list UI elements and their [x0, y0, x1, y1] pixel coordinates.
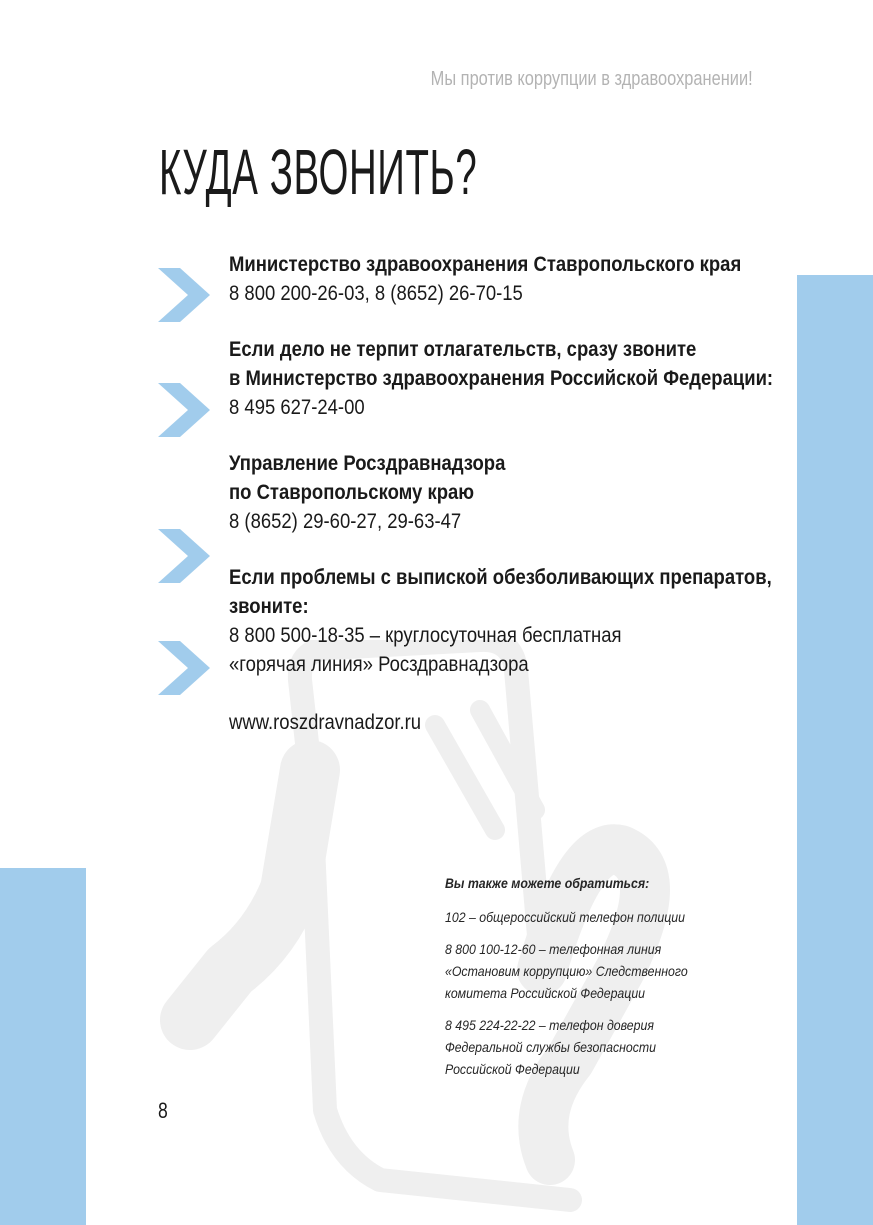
contact-phone: 8 (8652) 29-60-27, 29-63-47 [229, 510, 462, 533]
website-link[interactable]: www.roszdravnadzor.ru [229, 711, 422, 734]
chevron-right-icon [158, 529, 210, 583]
header-tagline: Мы против коррупции в здравоохранении! [431, 68, 753, 90]
contact-heading: Если проблемы с выпиской обезболивающих препаратов, [229, 566, 772, 589]
left-accent-bar [0, 868, 86, 1225]
contact-description: «горячая линия» Росздравнадзора [229, 653, 529, 676]
page-title: КУДА ЗВОНИТЬ? [159, 136, 478, 208]
contact-ministry-russia [229, 335, 847, 422]
chevron-right-icon [158, 383, 210, 437]
contact-heading: в Министерство здравоохранения Российской Федерации: [229, 367, 774, 390]
additional-contact-line: «Остановим коррупцию» Следственного [445, 963, 688, 979]
contact-heading: Если дело не терпит отлагательств, сразу звоните [229, 338, 697, 361]
additional-contact-line: 102 – общероссийский телефон полиции [445, 909, 685, 925]
contact-heading: звоните: [229, 595, 309, 618]
contact-ministry-stavropol [229, 250, 811, 308]
contact-roszdravnadzor-stavropol [229, 449, 543, 536]
website-block [229, 708, 447, 737]
additional-contacts-title: Вы также можете обратиться: [445, 875, 650, 891]
additional-contact-line: Федеральной службы безопасности [445, 1039, 657, 1055]
additional-contact-item [445, 938, 721, 1004]
additional-contact-item [445, 906, 721, 928]
additional-contact-line: 8 495 224-22-22 – телефон доверия [445, 1017, 654, 1033]
contact-painkillers-hotline [229, 563, 846, 679]
contact-phone: 8 495 627-24-00 [229, 396, 365, 419]
page-number: 8 [158, 1098, 168, 1123]
chevron-right-icon [158, 641, 210, 695]
chevron-right-icon [158, 268, 210, 322]
contact-heading: Министерство здравоохранения Ставропольского края [229, 253, 742, 276]
contact-heading: по Ставропольскому краю [229, 481, 475, 504]
contact-phone: 8 800 200-26-03, 8 (8652) 26-70-15 [229, 282, 523, 305]
contact-heading: Управление Росздравнадзора [229, 452, 506, 475]
additional-contact-line: Российской Федерации [445, 1061, 580, 1077]
additional-contact-line: комитета Российской Федерации [445, 985, 646, 1001]
additional-contact-line: 8 800 100-12-60 – телефонная линия [445, 941, 662, 957]
additional-contacts [445, 872, 721, 1090]
contact-phone: 8 800 500-18-35 – круглосуточная бесплатная [229, 624, 622, 647]
additional-contact-item [445, 1014, 721, 1080]
